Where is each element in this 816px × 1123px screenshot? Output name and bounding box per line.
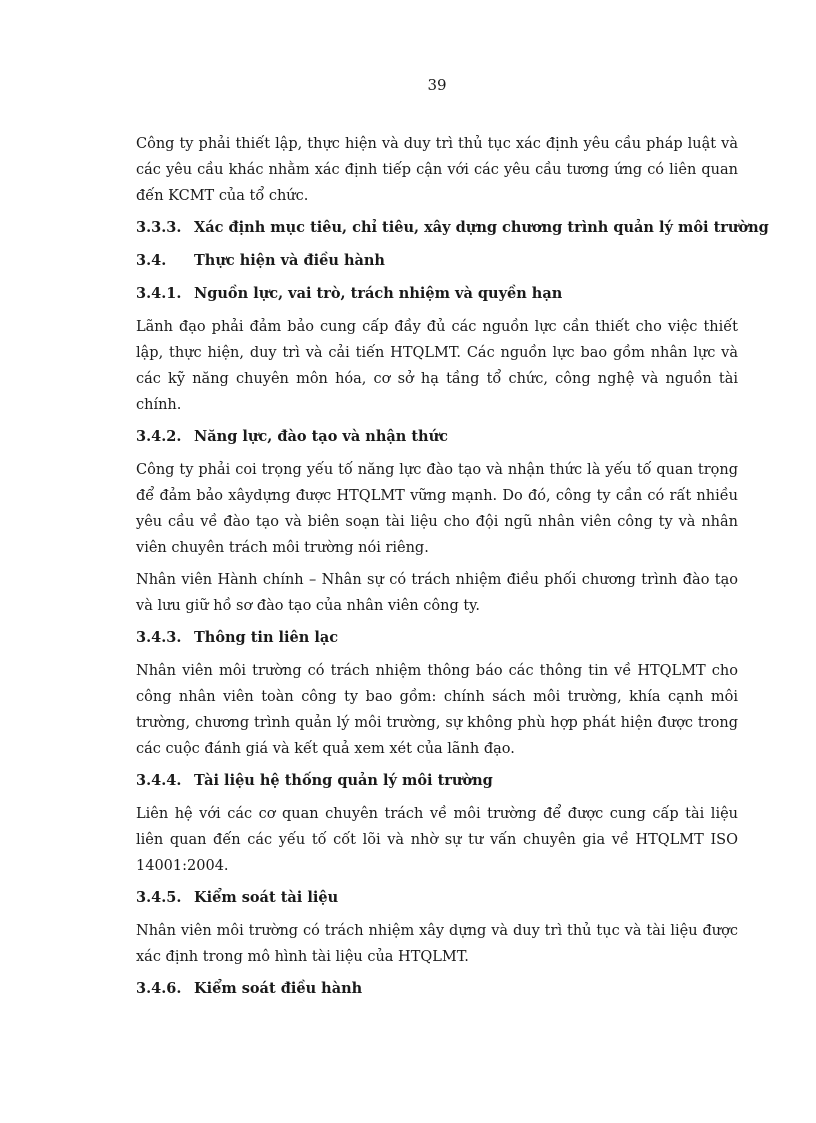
paragraph: Công ty phải thiết lập, thực hiện và duy trì thủ tục xác định yêu cầu pháp luật và các yêu cầu khác nhằm xác định tiếp cận với các yêu cầu tương ứng có liên quan đến KCMT của tổ chức. [136, 136, 738, 204]
section-number: 3.4.6. [136, 980, 182, 997]
section-number: 3.4.3. [136, 629, 182, 646]
section-number: 3.4.2. [136, 428, 182, 445]
section-title: Kiểm soát tài liệu [194, 889, 339, 906]
paragraph: Lãnh đạo phải đảm bảo cung cấp đầy đủ các nguồn lực cần thiết cho việc thiết lập, thực hiện, duy trì và cải tiến HTQLMT. Các nguồn lực bao gồm nhân lực và các kỹ năng chuyên môn hóa, cơ sở hạ tầng tổ chức, công nghệ và nguồn tài chính. [136, 319, 738, 413]
section-heading-3-4-1 [136, 281, 738, 307]
section-heading-3-4 [136, 248, 738, 274]
page-number: 39 [427, 76, 447, 94]
paragraph: Nhân viên Hành chính – Nhân sự có trách nhiệm điều phối chương trình đào tạo và lưu giữ hồ sơ đào tạo của nhân viên công ty. [136, 572, 738, 614]
section-title: Nguồn lực, vai trò, trách nhiệm và quyền hạn [194, 285, 563, 302]
section-title: Xác định mục tiêu, chỉ tiêu, xây dựng chương trình quản lý môi trường [194, 219, 769, 236]
section-number: 3.4.5. [136, 889, 182, 906]
paragraph: Liên hệ với các cơ quan chuyên trách về môi trường để được cung cấp tài liệu liên quan đến các yếu tố cốt lõi và nhờ sự tư vấn chuyên gia về HTQLMT ISO 14001:2004. [136, 806, 738, 874]
section-title: Thực hiện và điều hành [194, 252, 385, 269]
section-number: 3.4. [136, 252, 167, 269]
section-number: 3.4.4. [136, 772, 182, 789]
section-heading-3-4-2 [136, 424, 738, 450]
section-title: Kiểm soát điều hành [194, 980, 363, 997]
section-heading-3-4-5 [136, 885, 738, 911]
section-heading-3-4-6 [136, 976, 738, 1002]
section-heading-3-4-4 [136, 768, 738, 794]
section-number: 3.4.1. [136, 285, 182, 302]
paragraph: Nhân viên môi trường có trách nhiệm xây dựng và duy trì thủ tục và tài liệu được xác định trong mô hình tài liệu của HTQLMT. [136, 923, 738, 965]
paragraph: Nhân viên môi trường có trách nhiệm thông báo các thông tin về HTQLMT cho công nhân viên toàn công ty bao gồm: chính sách môi trường, khía cạnh môi trường, chương trình quản lý môi trường, sự không phù hợp phát hiện được trong các cuộc đánh giá và kết quả xem xét của lãnh đạo. [136, 663, 738, 757]
page-content [136, 131, 769, 1009]
section-title: Tài liệu hệ thống quản lý môi trường [194, 772, 493, 789]
section-title: Thông tin liên lạc [194, 629, 339, 646]
section-number: 3.3.3. [136, 219, 182, 236]
paragraph: Công ty phải coi trọng yếu tố năng lực đào tạo và nhận thức là yếu tố quan trọng để đảm bảo xâydựng được HTQLMT vững mạnh. Do đó, công ty cần có rất nhiều yêu cầu về đào tạo và biên soạn tài liệu cho đội ngũ nhân viên công ty và nhân viên chuyên trách môi trường nói riêng. [136, 462, 738, 556]
section-title: Năng lực, đào tạo và nhận thức [194, 428, 448, 445]
section-heading-3-4-3 [136, 625, 738, 651]
section-heading-3-3-3 [136, 215, 769, 241]
